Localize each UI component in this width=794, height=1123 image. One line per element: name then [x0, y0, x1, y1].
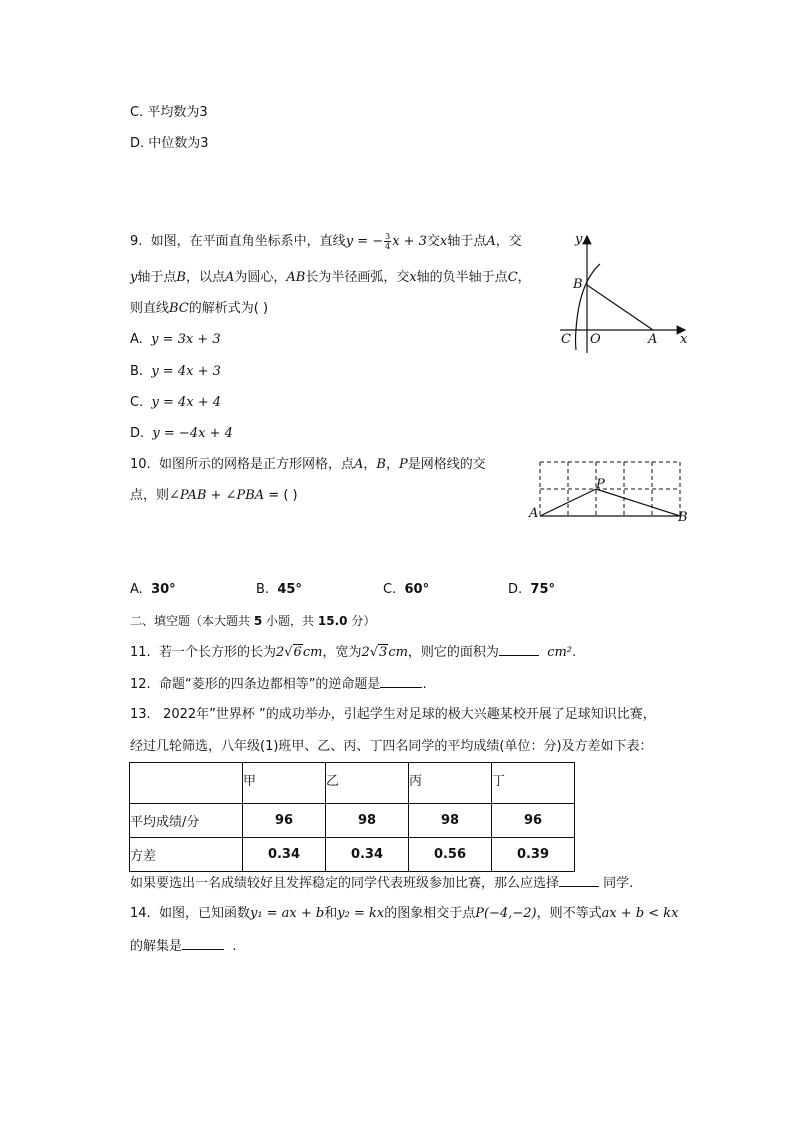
q13-score-table — [129, 762, 575, 872]
q9-option-c: C. y = 4x + 4 — [130, 395, 222, 410]
table-cell: 0.56 — [409, 838, 492, 872]
q9-equation: y = − $\frac{3}{4}$ x + 3 — [345, 232, 427, 251]
table-cell: 96 — [492, 804, 575, 838]
q12-stem: 12. 命题“菱形的四条边都相等”的逆命题是 . — [130, 674, 427, 695]
q9-figure — [555, 228, 695, 358]
q10-stem-line2: 点，则∠PAB + ∠PBA = ( ) — [130, 488, 298, 503]
table-cell: 98 — [409, 804, 492, 838]
section-2-heading: 二、填空题（本大题共 5 小题，共 15.0 分） — [130, 614, 376, 628]
q11-stem: 11. 若一个长方形的长为2√6cm，宽为2√3cm，则它的面积为 cm². — [130, 642, 576, 663]
q13-stem-line3: 如果要选出一名成绩较好且发挥稳定的同学代表班级参加比赛，那么应选择 同学. — [130, 873, 633, 894]
table-row-label: 平均成绩/分 — [130, 804, 243, 838]
q8-option-c: C. 平均数为3 — [130, 105, 208, 120]
q10-option-b: B. 45° — [256, 582, 302, 597]
q9-label-o: O — [590, 332, 601, 347]
q14-answer-blank[interactable] — [182, 936, 224, 950]
q13-stem-line2: 经过几轮筛选，八年级(1)班甲、乙、丙、丁四名同学的平均成绩(单位：分)及方差如下表： — [130, 739, 653, 754]
q9-stem-line1: 9. 如图，在平面直角坐标系中，直线y = − $\frac{3}{4}$ x + 3交x轴于点A，交 — [130, 232, 522, 251]
q8-option-d: D. 中位数为3 — [130, 136, 209, 151]
q12-answer-blank[interactable] — [380, 674, 422, 688]
table-row-label: 方差 — [130, 838, 243, 872]
table-cell: 0.34 — [326, 838, 409, 872]
table-header-cell: 乙 — [326, 763, 409, 804]
table-row — [130, 838, 575, 872]
q10-option-a: A. 30° — [130, 582, 176, 597]
table-cell: 0.34 — [243, 838, 326, 872]
q9-line-ab — [587, 285, 653, 330]
q10-stem-line1: 10. 如图所示的网格是正方形网格，点A，B，P是网格线的交 — [130, 457, 486, 472]
table-cell: 98 — [326, 804, 409, 838]
table-header-cell — [130, 763, 243, 804]
q11-answer-blank[interactable] — [499, 642, 539, 656]
q9-label-c: C — [561, 332, 571, 347]
q14-stem-line1: 14. 如图，已知函数y₁ = ax + b和y₂ = kx的图象相交于点P(−4,−2)，则不等式ax + b < kx — [130, 906, 679, 921]
q10-option-d: D. 75° — [508, 582, 556, 597]
q9-stem-line2: y轴于点B，以点A为圆心，AB长为半径画弧，交x轴的负半轴于点C， — [130, 270, 531, 285]
q10-segment-pb — [596, 489, 680, 516]
q10-label-p: P — [596, 477, 605, 492]
q10-figure — [528, 455, 698, 530]
table-header-cell: 丙 — [409, 763, 492, 804]
q14-stem-line2: 的解集是 . — [130, 936, 236, 957]
table-cell: 96 — [243, 804, 326, 838]
q10-option-c: C. 60° — [383, 582, 430, 597]
table-cell: 0.39 — [492, 838, 575, 872]
q13-answer-blank[interactable] — [559, 873, 599, 887]
q9-option-a: A. y = 3x + 3 — [130, 332, 221, 347]
table-header-row — [130, 763, 575, 804]
q9-option-d: D. y = −4x + 4 — [130, 426, 233, 441]
q10-label-a: A — [529, 506, 539, 521]
q9-label-a: A — [648, 332, 658, 347]
q10-grid — [540, 462, 680, 516]
q9-label-y: y — [575, 232, 583, 247]
table-header-cell: 甲 — [243, 763, 326, 804]
q9-stem-line3: 则直线BC的解析式为( ) — [130, 301, 269, 316]
q9-fraction: $\frac{3}{4}$ — [385, 232, 391, 251]
q10-label-b: B — [678, 510, 688, 525]
table-row — [130, 804, 575, 838]
q13-stem-line1: 13. 2022年”世界杯 ”的成功举办，引起学生对足球的极大兴趣某校开展了足球知识比赛， — [130, 707, 656, 722]
table-header-cell: 丁 — [492, 763, 575, 804]
q9-label-x: x — [680, 332, 688, 347]
q9-option-b: B. y = 4x + 3 — [130, 364, 221, 379]
q9-label-b: B — [573, 277, 583, 292]
